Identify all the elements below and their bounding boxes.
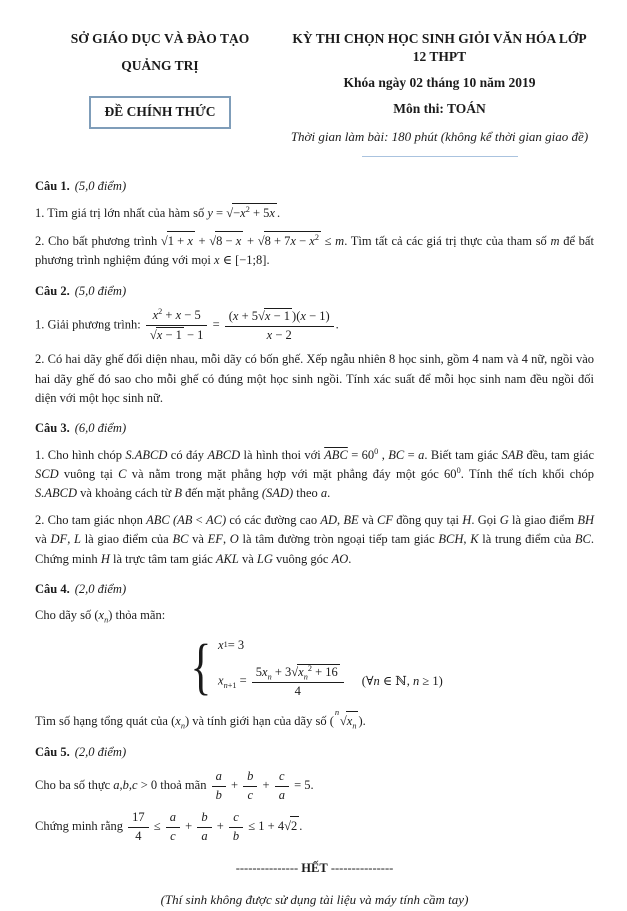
- question-3-part-2: 2. Cho tam giác nhọn ABC (AB < AC) có các đường cao AD, BE và CF đồng quy tại H. Gọi G là giao điểm BH và DF, L là giao điểm của BC và EF, O là tâm đường tròn ngoại tiếp tam giác BCH, K là trung điểm của BC. Chứng minh H là trực tâm tam giác AKL và LG vuông góc AO.: [35, 512, 595, 566]
- question-4-outro: Tìm số hạng tổng quát của $(x_n)$ và tính giới hạn của dãy số ( n √ $x_n$ ).: [35, 707, 366, 731]
- header-left-block: [35, 30, 285, 129]
- question-1-heading: [35, 177, 594, 196]
- question-5-heading: [35, 743, 594, 762]
- het-dashes-left: ---------------: [235, 860, 299, 875]
- question-label: Câu 2.: [35, 283, 70, 298]
- question-4: [35, 580, 594, 732]
- exam-header: [35, 30, 594, 157]
- question-points: (5,0 điểm): [74, 179, 127, 194]
- question-3-heading: [35, 419, 594, 438]
- exam-subject: Môn thi: TOÁN: [393, 100, 486, 116]
- question-points: (5,0 điểm): [74, 283, 127, 298]
- footer-note: (Thí sinh không được sử dụng tài liệu và máy tính cầm tay): [160, 892, 469, 908]
- het-dashes-right: ---------------: [330, 860, 394, 875]
- question-1: [35, 177, 594, 271]
- question-label: Câu 1.: [35, 179, 70, 194]
- question-points: (2,0 điểm): [74, 744, 127, 759]
- official-exam-box: ĐỀ CHÍNH THỨC: [89, 96, 230, 129]
- question-points: (2,0 điểm): [74, 581, 127, 596]
- question-1-part-2: 2. Cho bất phương trình √ 1 + x + √ 8 − x + √ $8 + 7x - x^2$ ≤ m. Tìm tất cả các giá trị thực của tham số m để bất phương trình nghiệm đúng với mọi x ∈ [−1;8].: [35, 232, 594, 268]
- school-department: SỞ GIÁO DỤC VÀ ĐÀO TẠO: [70, 31, 250, 46]
- header-right-block: [285, 30, 594, 157]
- question-4-intro: Cho dãy số $(x_n)$ thỏa mãn:: [35, 608, 166, 625]
- system-row-2-equation: $x_{n+1}$ = $5x_n + 3$ √ $x_n^2 + 16$ 4: [218, 664, 346, 699]
- question-4-heading: [35, 580, 594, 599]
- question-label: Câu 4.: [35, 581, 70, 596]
- system-condition: (∀n ∈ ℕ, n ≥ 1): [361, 673, 443, 688]
- question-2-heading: [35, 282, 594, 301]
- system-rows: [218, 636, 443, 700]
- exam-title: KỲ THI CHỌN HỌC SINH GIỎI VĂN HÓA LỚP 12 THPT: [292, 31, 587, 65]
- system-brace: {: [190, 633, 212, 702]
- question-label: Câu 3.: [35, 421, 70, 436]
- question-5-part-1: Cho ba số thực a,b,c > 0 thoả mãn $\frac{a}{b}$ + $\frac{b}{c}$ + $\frac{c}{a}$ = 5.: [35, 769, 314, 802]
- system-row-2: [218, 664, 443, 699]
- het-separator: [35, 859, 594, 878]
- exam-content: [35, 177, 594, 911]
- question-3: [35, 419, 594, 569]
- question-2-part-2: 2. Có hai dãy ghế đối diện nhau, mỗi dãy có bốn ghế. Xếp ngẫu nhiên 8 học sinh, gồm 4 nam và 4 nữ, ngồi vào hai dãy ghế đó sao cho mỗi ghế có đúng một học sinh ngồi. Tính xác suất để mỗi học sinh nam đều ngồi đối diện với một học sinh nữ.: [35, 352, 594, 405]
- exam-duration: Thời gian làm bài: 180 phút (không kể thời gian giao đề): [290, 128, 589, 144]
- sequence-system: [35, 633, 594, 702]
- het-label: HẾT: [301, 860, 328, 875]
- question-points: (6,0 điểm): [74, 421, 127, 436]
- header-underline: [362, 156, 518, 157]
- question-2: [35, 282, 594, 409]
- question-1-part-1: 1. Tìm giá trị lớn nhất của hàm số y = √ $-x^2 + 5x$ .: [35, 203, 594, 223]
- question-label: Câu 5.: [35, 744, 70, 759]
- question-3-part-1: 1. Cho hình chóp S.ABCD có đáy ABCD là hình thoi với $\overline{ABC} = 60^0$ , BC = a. Biết tam giác SAB đều, tam giác SCD vuông tại C và nằm trong mặt phẳng hợp với mặt phẳng đáy một góc $60^0$. Tính thể tích khối chóp S.ABCD và khoảng cách từ B đến mặt phẳng (SAD) theo a.: [35, 446, 594, 501]
- question-5: [35, 743, 594, 845]
- question-2-part-1: 1. Giải phương trình: $x^2 + x - 5$ √ x − 1 − 1 = (x + 5 √ x − 1 )(x − 1) x − 2 .: [35, 306, 339, 342]
- school-province: QUẢNG TRỊ: [121, 58, 199, 74]
- exam-session-date: Khóa ngày 02 tháng 10 năm 2019: [343, 75, 536, 91]
- question-5-part-2: Chứng minh rằng $\frac{17}{4}$ ≤ $\frac{a}{c}$ + $\frac{b}{a}$ + $\frac{c}{b}$ ≤ 1 + 4 √ 2 .: [35, 810, 303, 843]
- system-row-1: x 1 = 3: [218, 637, 245, 652]
